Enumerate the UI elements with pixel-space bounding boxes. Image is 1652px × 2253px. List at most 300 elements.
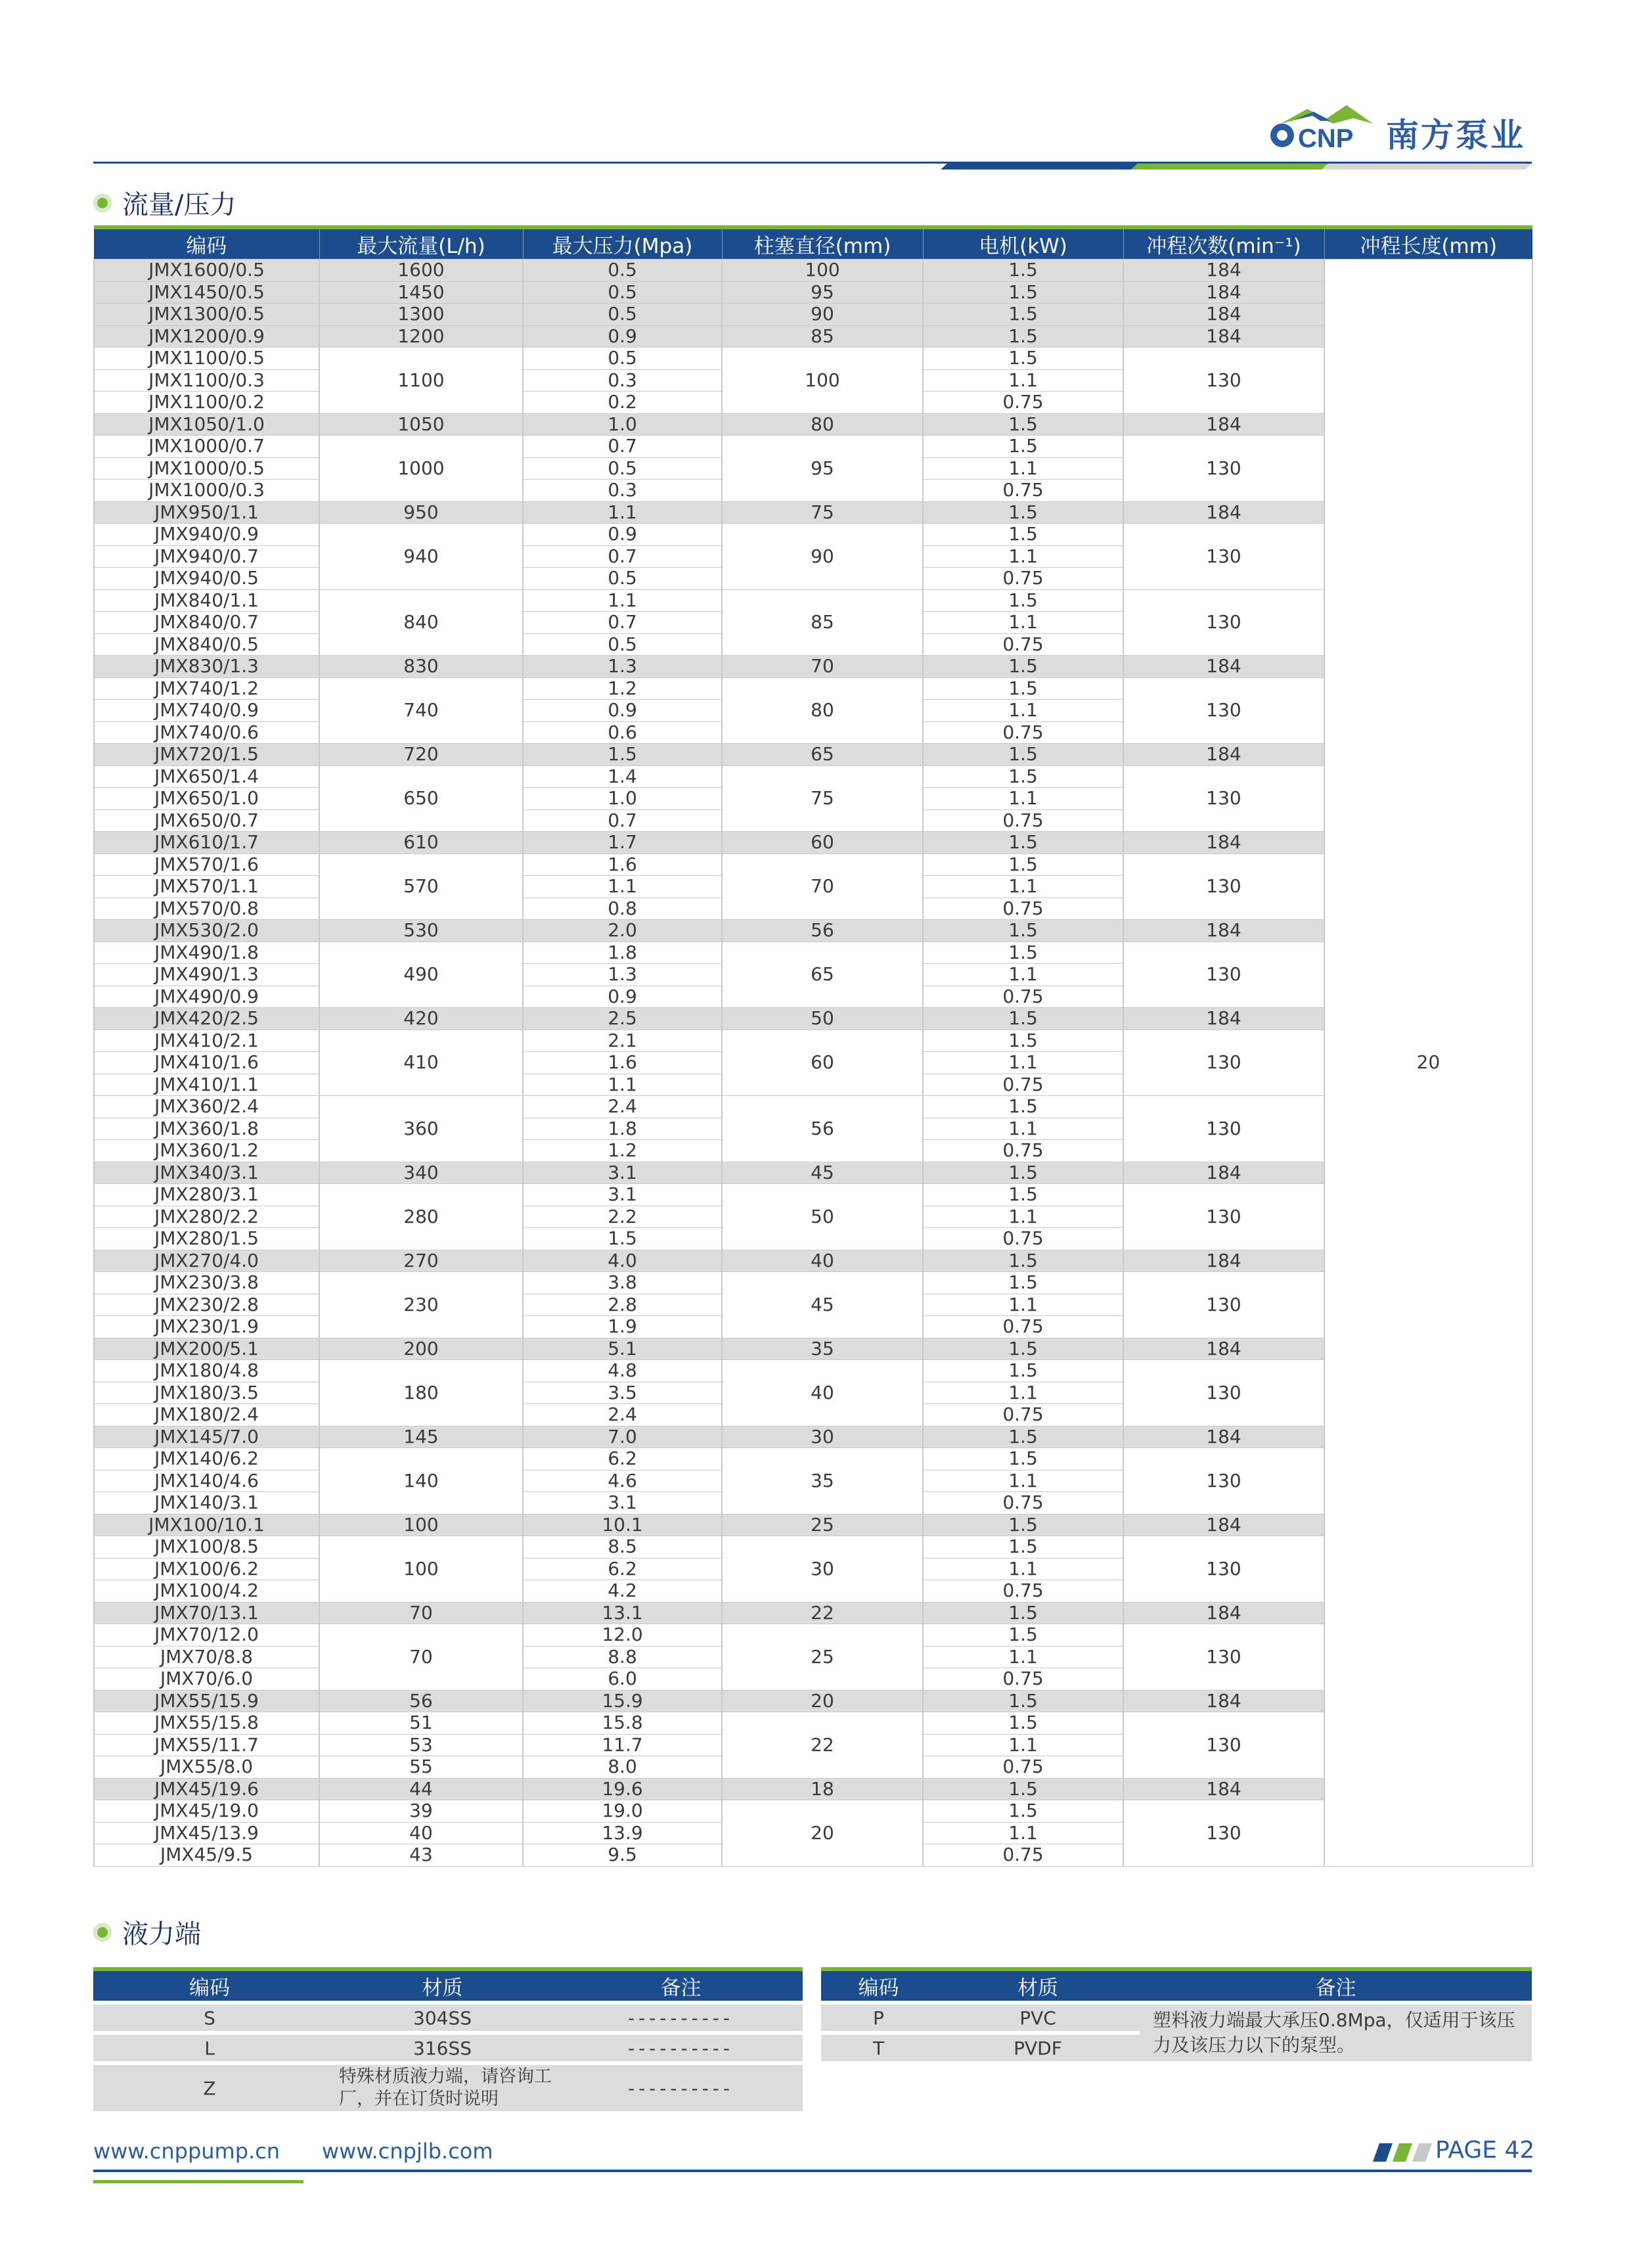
pressure-cell: 4.8 [523,1360,722,1382]
diameter-cell: 20 [722,1690,923,1712]
flow-cell: 145 [319,1426,523,1448]
motor-cell: 1.5 [923,1602,1123,1624]
pressure-cell: 5.1 [523,1338,722,1360]
flow-cell: 70 [319,1602,523,1624]
diameter-cell: 75 [722,501,923,524]
code-cell: JMX1100/0.3 [94,369,319,392]
column-header: 备注 [559,1967,803,2001]
flow-cell: 70 [319,1624,523,1691]
flow-cell: 410 [319,1030,523,1096]
column-header: 最大压力(Mpa) [523,227,722,260]
table-row [94,1448,1532,1470]
diameter-cell: 35 [722,1448,923,1514]
table-row [94,1338,1532,1360]
stroke-count-cell: 130 [1123,1184,1324,1250]
motor-cell: 1.1 [923,369,1123,392]
stroke-count-cell: 184 [1123,304,1324,326]
table-row [94,348,1532,370]
table-row [94,1184,1532,1206]
pressure-cell: 1.5 [523,1228,722,1250]
code-cell: JMX570/1.6 [94,853,319,876]
motor-cell: 0.75 [923,986,1123,1008]
liquid-end-table-left [93,1963,803,2115]
pressure-cell: 0.7 [523,612,722,634]
flow-cell: 44 [319,1778,523,1800]
flow-cell: 950 [319,501,523,524]
table-row [94,942,1532,964]
motor-cell: 0.75 [923,1074,1123,1096]
pressure-cell: 11.7 [523,1734,722,1756]
table-row [94,1536,1532,1559]
table-row [94,744,1532,766]
table-row [94,677,1532,700]
table-row [94,765,1532,788]
table-row [94,1800,1532,1823]
pressure-cell: 1.2 [523,677,722,700]
flow-cell: 940 [319,524,523,590]
code-cell: JMX530/2.0 [94,920,319,942]
diameter-cell: 90 [722,304,923,326]
motor-cell: 1.5 [923,1338,1123,1360]
motor-cell: 0.75 [923,809,1123,832]
motor-cell: 1.1 [923,1822,1123,1844]
flow-cell: 270 [319,1250,523,1272]
code-cell: JMX840/0.7 [94,612,319,634]
pressure-cell: 1.1 [523,1074,722,1096]
code-cell: JMX230/2.8 [94,1294,319,1316]
stroke-count-cell: 130 [1123,1448,1324,1514]
motor-cell: 1.1 [923,612,1123,634]
diameter-cell: 56 [722,920,923,942]
table-row [94,1162,1532,1184]
pressure-cell: 0.5 [523,348,722,370]
pressure-cell: 0.7 [523,545,722,568]
motor-cell: 0.75 [923,1668,1123,1691]
motor-cell: 0.75 [923,898,1123,920]
diameter-cell: 90 [722,524,923,590]
code-cell: JMX950/1.1 [94,501,319,524]
table-row [94,260,1532,282]
table-row [94,1624,1532,1647]
diameter-cell: 25 [722,1514,923,1536]
code-cell: JMX1000/0.7 [94,436,319,458]
table-header-row [94,227,1532,260]
material-cell: PVDF [936,2035,1140,2061]
motor-cell: 0.75 [923,1756,1123,1779]
material-cell: PVC [936,2005,1140,2031]
table-row [94,1602,1532,1624]
table-row [94,436,1532,458]
flow-cell: 650 [319,765,523,832]
material-cell: 316SS [326,2035,559,2061]
pressure-cell: 8.8 [523,1646,722,1668]
note-cell: ---------- [559,2035,803,2061]
stroke-count-cell: 130 [1123,942,1324,1008]
motor-cell: 0.75 [923,1316,1123,1338]
table-header-row [93,1967,803,2001]
pressure-cell: 4.6 [523,1470,722,1492]
diameter-cell: 65 [722,744,923,766]
code-cell: JMX940/0.5 [94,568,319,590]
table-row [94,281,1532,304]
code-cell: JMX650/0.7 [94,809,319,832]
flow-cell: 55 [319,1756,523,1779]
motor-cell: 1.5 [923,677,1123,700]
pressure-cell: 12.0 [523,1624,722,1647]
motor-cell: 1.1 [923,964,1123,986]
code-cell: JMX145/7.0 [94,1426,319,1448]
code-cell: JMX200/5.1 [94,1338,319,1360]
motor-cell: 1.5 [923,920,1123,942]
code-cell: JMX490/1.8 [94,942,319,964]
pressure-cell: 0.5 [523,457,722,480]
code-cell: JMX1100/0.2 [94,392,319,414]
stroke-count-cell: 130 [1123,436,1324,502]
pressure-cell: 1.3 [523,964,722,986]
pressure-cell: 1.0 [523,788,722,810]
diameter-cell: 70 [722,853,923,920]
flow-cell: 100 [319,1514,523,1536]
diameter-cell: 56 [722,1096,923,1162]
pressure-cell: 0.5 [523,260,722,282]
column-header: 冲程次数(min⁻¹) [1123,227,1324,260]
motor-cell: 1.5 [923,1008,1123,1030]
pressure-cell: 13.9 [523,1822,722,1844]
code-cell: JMX490/0.9 [94,986,319,1008]
pressure-cell: 1.2 [523,1140,722,1162]
diameter-cell: 30 [722,1536,923,1603]
table-body [94,260,1532,1867]
diameter-cell: 75 [722,765,923,832]
pressure-cell: 13.1 [523,1602,722,1624]
flow-cell: 280 [319,1184,523,1250]
stroke-count-cell: 130 [1123,853,1324,920]
code-cell: P [821,2005,936,2031]
pressure-cell: 1.9 [523,1316,722,1338]
flow-cell: 740 [319,677,523,744]
motor-cell: 1.5 [923,1162,1123,1184]
code-cell: JMX740/0.6 [94,721,319,744]
diameter-cell: 85 [722,589,923,656]
table-row [94,589,1532,612]
stroke-count-cell: 130 [1123,1360,1324,1426]
column-header: 编码 [94,227,319,260]
pressure-cell: 19.6 [523,1778,722,1800]
pressure-cell: 1.7 [523,832,722,854]
table-row [93,2065,803,2111]
code-cell: JMX100/10.1 [94,1514,319,1536]
stroke-count-cell: 130 [1123,1096,1324,1162]
pressure-cell: 7.0 [523,1426,722,1448]
diameter-cell: 65 [722,942,923,1008]
flow-cell: 140 [319,1448,523,1514]
table-row [94,1030,1532,1052]
motor-cell: 1.1 [923,1206,1123,1228]
motor-cell: 1.5 [923,281,1123,304]
column-header: 编码 [821,1967,936,2001]
motor-cell: 1.5 [923,1624,1123,1647]
code-cell: JMX55/11.7 [94,1734,319,1756]
footer-link-cnpjlb[interactable]: www.cnpjlb.com [322,2139,493,2164]
diameter-cell: 95 [722,436,923,502]
pressure-cell: 2.8 [523,1294,722,1316]
code-cell: JMX100/8.5 [94,1536,319,1559]
motor-cell: 1.5 [923,1250,1123,1272]
table-row [94,1426,1532,1448]
motor-cell: 0.75 [923,721,1123,744]
pressure-cell: 1.1 [523,876,722,898]
code-cell: JMX840/0.5 [94,633,319,656]
motor-cell: 1.1 [923,1734,1123,1756]
motor-cell: 1.5 [923,1690,1123,1712]
flow-cell: 51 [319,1712,523,1735]
stroke-count-cell: 184 [1123,832,1324,854]
code-cell: JMX720/1.5 [94,744,319,766]
code-cell: JMX100/6.2 [94,1558,319,1580]
flow-cell: 1000 [319,436,523,502]
diameter-cell: 30 [722,1426,923,1448]
code-cell: JMX1450/0.5 [94,281,319,304]
flow-cell: 180 [319,1360,523,1426]
code-cell: JMX70/13.1 [94,1602,319,1624]
diameter-cell: 50 [722,1184,923,1250]
motor-cell: 0.75 [923,1404,1123,1426]
stroke-count-cell: 184 [1123,1008,1324,1030]
liquid-end-table-right [821,1963,1532,2065]
table-row [821,2005,1532,2031]
footer-divider [93,2170,1532,2172]
motor-cell: 1.5 [923,942,1123,964]
pressure-cell: 0.5 [523,281,722,304]
motor-cell: 1.5 [923,832,1123,854]
code-cell: JMX1300/0.5 [94,304,319,326]
code-cell: JMX610/1.7 [94,832,319,854]
stroke-count-cell: 130 [1123,1030,1324,1096]
motor-cell: 1.5 [923,1800,1123,1823]
table-row [94,853,1532,876]
stroke-count-cell: 184 [1123,325,1324,348]
motor-cell: 0.75 [923,568,1123,590]
code-cell: JMX360/2.4 [94,1096,319,1118]
diameter-cell: 95 [722,281,923,304]
pressure-cell: 6.0 [523,1668,722,1691]
code-cell: JMX280/3.1 [94,1184,319,1206]
diameter-cell: 40 [722,1250,923,1272]
stroke-count-cell: 130 [1123,1624,1324,1691]
motor-cell: 1.5 [923,413,1123,436]
stroke-count-cell: 184 [1123,501,1324,524]
stroke-count-cell: 184 [1123,920,1324,942]
motor-cell: 0.75 [923,1228,1123,1250]
motor-cell: 0.75 [923,1492,1123,1514]
table-row [94,1690,1532,1712]
motor-cell: 1.5 [923,524,1123,546]
table-row [93,2005,803,2031]
diameter-cell: 80 [722,413,923,436]
section-title-text: 流量/压力 [122,190,236,220]
column-header: 冲程长度(mm) [1324,227,1532,260]
code-cell: S [93,2005,326,2031]
code-cell: JMX45/9.5 [94,1844,319,1867]
motor-cell: 1.1 [923,1118,1123,1140]
stroke-count-cell: 184 [1123,1690,1324,1712]
code-cell: JMX840/1.1 [94,589,319,612]
motor-cell: 1.5 [923,1448,1123,1470]
pressure-cell: 1.6 [523,853,722,876]
pressure-cell: 1.5 [523,744,722,766]
pressure-cell: 0.9 [523,325,722,348]
motor-cell: 1.5 [923,1360,1123,1382]
stroke-count-cell: 130 [1123,765,1324,832]
diameter-cell: 80 [722,677,923,744]
code-cell: JMX180/3.5 [94,1382,319,1404]
motor-cell: 1.1 [923,545,1123,568]
motor-cell: 1.1 [923,1294,1123,1316]
motor-cell: 1.5 [923,1272,1123,1294]
column-header: 电机(kW) [923,227,1123,260]
pressure-cell: 10.1 [523,1514,722,1536]
column-header: 备注 [1140,1967,1532,2001]
stroke-count-cell: 184 [1123,1602,1324,1624]
motor-cell: 1.1 [923,700,1123,722]
table-row [94,1778,1532,1800]
flow-cell: 360 [319,1096,523,1162]
code-cell: JMX140/4.6 [94,1470,319,1492]
diameter-cell: 45 [722,1272,923,1338]
flow-cell: 830 [319,656,523,678]
diameter-cell: 100 [722,348,923,414]
code-cell: T [821,2035,936,2061]
flow-cell: 610 [319,832,523,854]
flow-cell: 530 [319,920,523,942]
diameter-cell: 60 [722,1030,923,1096]
code-cell: JMX740/1.2 [94,677,319,700]
flow-cell: 720 [319,744,523,766]
flow-cell: 1050 [319,413,523,436]
flow-cell: 1200 [319,325,523,348]
motor-cell: 1.5 [923,260,1123,282]
flow-pressure-table [93,225,1533,1867]
column-header: 编码 [93,1967,326,2001]
flow-pressure-section-title [93,184,236,221]
pressure-cell: 0.6 [523,721,722,744]
code-cell: Z [93,2065,326,2111]
stroke-count-cell: 184 [1123,744,1324,766]
motor-cell: 1.5 [923,348,1123,370]
flow-cell: 56 [319,1690,523,1712]
stroke-count-cell: 184 [1123,281,1324,304]
diameter-cell: 45 [722,1162,923,1184]
table-row [93,2035,803,2061]
table-row [94,1272,1532,1294]
diameter-cell: 70 [722,656,923,678]
pressure-cell: 0.3 [523,480,722,502]
section-title-text: 液力端 [122,1919,201,1949]
stroke-count-cell: 130 [1123,677,1324,744]
motor-cell: 1.5 [923,1030,1123,1052]
motor-cell: 1.1 [923,457,1123,480]
stroke-count-cell: 130 [1123,524,1324,590]
code-cell: L [93,2035,326,2061]
code-cell: JMX940/0.7 [94,545,319,568]
flow-cell: 840 [319,589,523,656]
stroke-count-cell: 184 [1123,1250,1324,1272]
flow-cell: 39 [319,1800,523,1823]
pressure-cell: 1.1 [523,501,722,524]
company-logo [1268,78,1525,154]
table-row [94,1360,1532,1382]
motor-cell: 1.1 [923,1052,1123,1074]
pressure-cell: 1.6 [523,1052,722,1074]
pressure-cell: 0.7 [523,809,722,832]
motor-cell: 1.5 [923,853,1123,876]
footer-link-cnppump[interactable]: www.cnppump.cn [93,2139,280,2164]
motor-cell: 1.5 [923,325,1123,348]
pressure-cell: 3.8 [523,1272,722,1294]
stroke-count-cell: 184 [1123,260,1324,282]
stroke-count-cell: 130 [1123,1800,1324,1867]
column-header: 最大流量(L/h) [319,227,523,260]
code-cell: JMX410/2.1 [94,1030,319,1052]
code-cell: JMX230/1.9 [94,1316,319,1338]
pressure-cell: 0.9 [523,986,722,1008]
flow-cell: 40 [319,1822,523,1844]
code-cell: JMX420/2.5 [94,1008,319,1030]
table-header-row [821,1967,1532,2001]
table-row [94,920,1532,942]
pressure-cell: 6.2 [523,1558,722,1580]
flow-cell: 1100 [319,348,523,414]
pressure-cell: 0.5 [523,633,722,656]
diameter-cell: 22 [722,1602,923,1624]
stroke-count-cell: 184 [1123,656,1324,678]
stroke-count-cell: 130 [1123,1712,1324,1779]
pressure-cell: 0.9 [523,524,722,546]
logo-text: CNP [1298,124,1354,150]
code-cell: JMX410/1.1 [94,1074,319,1096]
pressure-cell: 1.4 [523,765,722,788]
motor-cell: 1.1 [923,788,1123,810]
code-cell: JMX280/1.5 [94,1228,319,1250]
code-cell: JMX360/1.8 [94,1118,319,1140]
pressure-cell: 1.1 [523,589,722,612]
motor-cell: 1.5 [923,744,1123,766]
motor-cell: 0.75 [923,1140,1123,1162]
code-cell: JMX70/8.8 [94,1646,319,1668]
flow-cell: 490 [319,942,523,1008]
table-row [94,1008,1532,1030]
code-cell: JMX650/1.0 [94,788,319,810]
pressure-cell: 4.2 [523,1580,722,1603]
code-cell: JMX55/15.8 [94,1712,319,1735]
code-cell: JMX490/1.3 [94,964,319,986]
motor-cell: 1.5 [923,1514,1123,1536]
motor-cell: 1.5 [923,436,1123,458]
pressure-cell: 0.7 [523,436,722,458]
code-cell: JMX340/3.1 [94,1162,319,1184]
code-cell: JMX280/2.2 [94,1206,319,1228]
note-cell: ---------- [559,2005,803,2031]
table-row [94,1514,1532,1536]
note-cell: ---------- [559,2065,803,2111]
motor-cell: 1.1 [923,1382,1123,1404]
pressure-cell: 8.5 [523,1536,722,1559]
motor-cell: 1.1 [923,1558,1123,1580]
diameter-cell: 85 [722,325,923,348]
pressure-cell: 2.2 [523,1206,722,1228]
pressure-cell: 2.4 [523,1096,722,1118]
table-row [94,304,1532,326]
